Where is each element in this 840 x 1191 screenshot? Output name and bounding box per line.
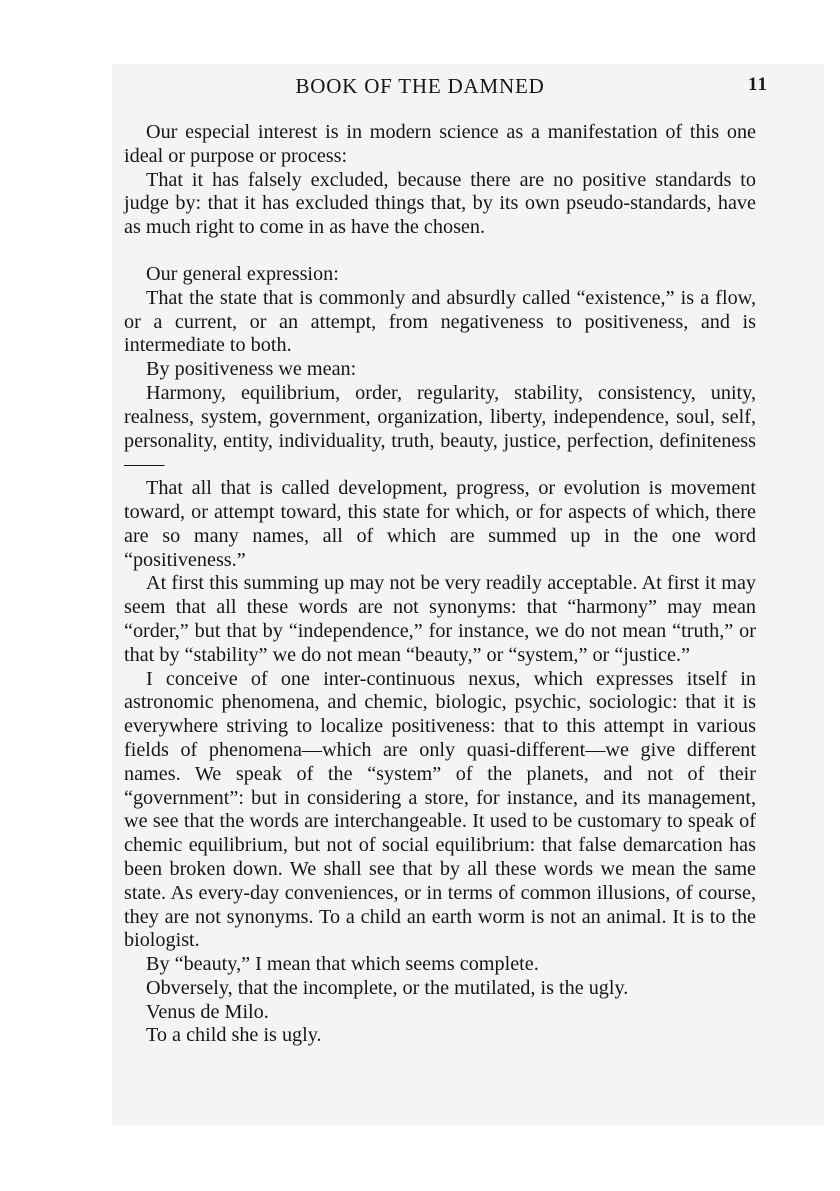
paragraph: I conceive of one inter-continuous nexus, which expresses itself in astronomic phenomena, and chemic, biologic, psychic, sociologic: that it is everywhere striving to localize positiveness: that to this attempt in various fields of phenomena—which are only quasi-different—we give different names. We speak of the “system” of the planets, and not of their “government”: but in considering a store, for instance, and its management, we see that the words are interchangeable. It used to be customary to speak of chemic equilibrium, but not of social equilibrium: that false demarcation has been broken down. We shall see that by all these words we mean the same state. As every-day conveniences, or in terms of common illusions, of course, they are not synonyms. To a child an earth worm is not an animal. It is to the biologist. xyxy=(124,667,756,952)
running-title: BOOK OF THE DAMNED xyxy=(295,74,545,98)
paragraph: That the state that is commonly and absurdly called “existence,” is a flow, or a current, or an attempt, from negativeness to positiveness, and is intermediate to both. xyxy=(124,286,756,357)
paragraph: Obversely, that the incomplete, or the mutilated, is the ugly. xyxy=(146,976,629,999)
body-text xyxy=(124,121,756,1048)
paragraph: That all that is called development, progress, or evolution is movement toward, or attempt toward, this state for which, or for aspects of which, there are so many names, all of which are summed up in the one word “positiveness.” xyxy=(124,477,756,571)
page-number: 11 xyxy=(748,74,768,95)
paragraph: That it has falsely excluded, because there are no positive standards to judge by: that it has excluded things that, by its own pseudo-standards, have as much right to come in as have the chosen. xyxy=(124,168,756,239)
paragraph: To a child she is ugly. xyxy=(146,1024,322,1047)
paragraph: Our especial interest is in modern science as a manifestation of this one ideal or purpose or process: xyxy=(124,121,756,167)
paragraph: By “beauty,” I mean that which seems complete. xyxy=(146,953,539,976)
paragraph: Our general expression: xyxy=(146,262,339,285)
paragraph: Harmony, equilibrium, order, regularity, stability, consistency, unity, realness, system, government, organization, liberty, independence, soul, self, personality, entity, individuality, truth, beauty, justice, perfection, definiteness—— xyxy=(124,381,756,476)
paragraph: By positiveness we mean: xyxy=(146,358,357,381)
page-header xyxy=(0,74,840,104)
paragraph: At first this summing up may not be very readily acceptable. At first it may seem that all these words are not synonyms: that “harmony” may mean “order,” but that by “independence,” for instance, we do not mean “truth,” or that by “stability” we do not mean “beauty,” or “system,” or “justice.” xyxy=(124,572,756,666)
paragraph: Venus de Milo. xyxy=(146,1000,269,1023)
